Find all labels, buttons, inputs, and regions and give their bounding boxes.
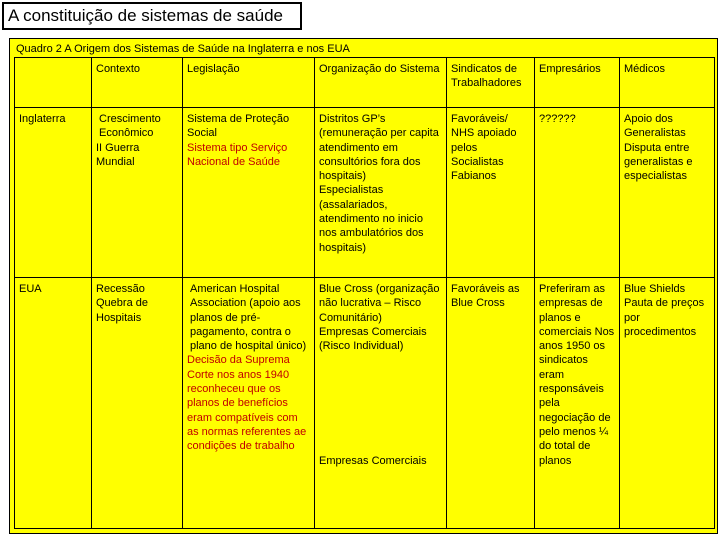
legislacao-highlight: Decisão da Suprema Corte nos anos 1940 reconheceu que os planos de benefícios eram compatíveis com as normas referentes ae condições de trabalho bbox=[187, 354, 307, 453]
legislacao-text: Sistema de Proteção Social bbox=[187, 113, 290, 140]
table-row-eua bbox=[15, 278, 715, 529]
organizacao-line: Especialistas (assalariados, atendimento no inicio nos ambulatórios dos hospitais) bbox=[319, 184, 424, 254]
country-inglaterra: Inglaterra bbox=[15, 108, 92, 278]
organizacao-line: Blue Cross (organização não lucrativa – Risco Comunitário) bbox=[319, 283, 440, 324]
medicos-line: Pauta de preços por procedimentos bbox=[624, 297, 705, 338]
medicos-line: Disputa entre generalistas e especialistas bbox=[624, 141, 693, 183]
medicos-line: Blue Shields bbox=[624, 283, 686, 295]
organizacao-line: Distritos GP’s (remuneração per capita atendimento em consultórios fora dos hospitais) bbox=[319, 113, 439, 183]
legislacao-eua bbox=[183, 278, 315, 529]
header-empresarios: Empresários bbox=[535, 58, 620, 108]
medicos-line: Apoio dos Generalistas bbox=[624, 113, 686, 140]
table-caption: Quadro 2 A Origem dos Sistemas de Saúde na Inglaterra e nos EUA bbox=[16, 43, 350, 55]
organizacao-line: Empresas Comerciais (Risco Individual) bbox=[319, 325, 427, 353]
header-cell-empty bbox=[15, 58, 92, 108]
legislacao-highlight: Sistema tipo Serviço Nacional de Saúde bbox=[187, 141, 288, 168]
contexto-line: Recessão bbox=[96, 283, 145, 295]
empresarios-inglaterra: ?????? bbox=[535, 108, 620, 278]
contexto-line: II Guerra Mundial bbox=[96, 141, 140, 168]
organizacao-eua bbox=[315, 278, 447, 529]
contexto-line: Quebra de Hospitais bbox=[96, 297, 148, 324]
organizacao-inglaterra bbox=[315, 108, 447, 278]
legislacao-inglaterra bbox=[183, 108, 315, 278]
header-legislacao: Legislação bbox=[183, 58, 315, 108]
medicos-eua bbox=[620, 278, 715, 529]
sindicatos-eua: Favoráveis as Blue Cross bbox=[447, 278, 535, 529]
slide-title: A constituição de sistemas de saúde bbox=[2, 2, 302, 30]
medicos-inglaterra bbox=[620, 108, 715, 278]
contexto-eua bbox=[92, 278, 183, 529]
spacer bbox=[319, 353, 443, 454]
country-eua: EUA bbox=[15, 278, 92, 529]
contexto-line: Crescimento Econômico bbox=[99, 113, 161, 140]
table-panel bbox=[9, 38, 718, 534]
empresarios-eua: Preferiram as empresas de planos e comerciais Nos anos 1950 os sindicatos eram responsáveis pela negociação de pelo menos ¼ do total de planos bbox=[535, 278, 620, 529]
header-organizacao: Organização do Sistema bbox=[315, 58, 447, 108]
header-contexto: Contexto bbox=[92, 58, 183, 108]
header-row bbox=[15, 58, 715, 108]
header-medicos: Médicos bbox=[620, 58, 715, 108]
organizacao-line: Empresas Comerciais bbox=[319, 455, 427, 468]
legislacao-text: American Hospital Association (apoio aos planos de pré-pagamento, contra o plano de hospital único) bbox=[190, 283, 307, 353]
contexto-inglaterra bbox=[92, 108, 183, 278]
sindicatos-inglaterra: Favoráveis/ NHS apoiado pelos Socialistas Fabianos bbox=[447, 108, 535, 278]
header-sindicatos: Sindicatos de Trabalhadores bbox=[447, 58, 535, 108]
table-row-inglaterra bbox=[15, 108, 715, 278]
comparison-table bbox=[14, 57, 715, 529]
